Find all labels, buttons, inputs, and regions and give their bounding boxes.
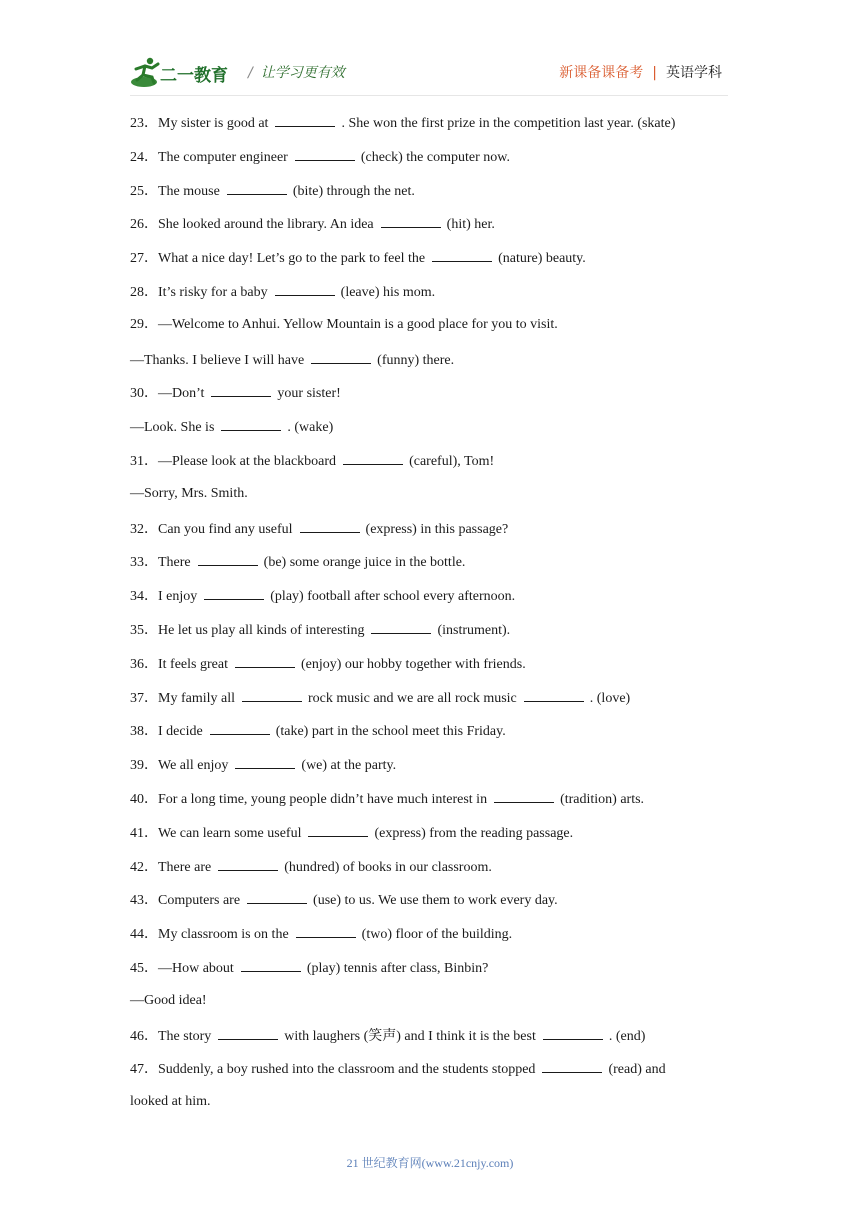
question-number: 45． — [130, 960, 158, 976]
question-text: —How about — [158, 960, 234, 976]
answer-blank[interactable] — [311, 349, 371, 364]
answer-blank[interactable] — [275, 281, 335, 296]
tagline-separator: | — [652, 65, 657, 81]
question-text: —Thanks. I believe I will have — [130, 352, 305, 368]
question-text: (nature) beauty. — [498, 251, 586, 267]
question-line — [130, 450, 730, 484]
header-divider — [130, 95, 728, 96]
question-text: The mouse — [158, 183, 220, 199]
answer-blank[interactable] — [432, 247, 492, 262]
question-text: My family all — [158, 690, 235, 706]
answer-blank[interactable] — [308, 822, 368, 837]
question-number: 37． — [130, 690, 158, 706]
question-line — [130, 991, 730, 1025]
question-line — [130, 1092, 730, 1126]
question-text: What a nice day! Let’s go to the park to feel the — [158, 251, 426, 267]
answer-blank[interactable] — [227, 180, 287, 195]
question-line — [130, 213, 730, 247]
question-text: (be) some orange juice in the bottle. — [263, 555, 466, 571]
answer-blank[interactable] — [235, 754, 295, 769]
question-text: (enjoy) our hobby together with friends. — [300, 656, 526, 672]
question-text: —Good idea! — [130, 992, 207, 1008]
question-number: 30． — [130, 386, 158, 402]
question-number: 25． — [130, 183, 158, 199]
question-line — [130, 1058, 730, 1092]
question-number: 46． — [130, 1028, 158, 1044]
page-header — [130, 52, 730, 92]
question-number: 29． — [130, 316, 158, 332]
question-line — [130, 484, 730, 518]
answer-blank[interactable] — [247, 889, 307, 904]
question-number: 23． — [130, 116, 158, 131]
question-text: with laughers (笑声) and I think it is the best — [284, 1028, 536, 1044]
question-text: The computer engineer — [158, 149, 288, 165]
question-text: There — [158, 555, 191, 571]
answer-blank[interactable] — [218, 856, 278, 871]
question-text: . (wake) — [287, 420, 334, 436]
question-text: (we) at the party. — [301, 758, 397, 774]
question-line — [130, 518, 730, 552]
question-line — [130, 1025, 730, 1059]
answer-blank[interactable] — [543, 1025, 603, 1040]
question-line — [130, 112, 730, 146]
question-list — [130, 112, 730, 1126]
question-text: (tradition) arts. — [560, 791, 645, 807]
answer-blank[interactable] — [235, 653, 295, 668]
question-number: 32． — [130, 521, 158, 537]
tagline-right: 英语学科 — [666, 65, 722, 81]
question-number: 28． — [130, 284, 158, 300]
answer-blank[interactable] — [241, 957, 301, 972]
question-line — [130, 551, 730, 585]
answer-blank[interactable] — [221, 416, 281, 431]
question-text: rock music and we are all rock music — [308, 690, 517, 706]
question-text: looked at him. — [130, 1094, 211, 1110]
question-text: We can learn some useful — [158, 825, 302, 841]
subject-tagline — [559, 62, 722, 82]
question-number: 38． — [130, 724, 158, 740]
question-text: (express) in this passage? — [365, 521, 509, 537]
question-line — [130, 146, 730, 180]
question-number: 42． — [130, 859, 158, 875]
question-text: (funny) there. — [377, 352, 455, 368]
question-number: 27． — [130, 251, 158, 267]
question-text: My sister is good at — [158, 116, 269, 131]
question-text: I enjoy — [158, 589, 198, 605]
question-number: 36． — [130, 656, 158, 672]
answer-blank[interactable] — [198, 551, 258, 566]
question-text: It’s risky for a baby — [158, 284, 268, 300]
question-text: your sister! — [277, 386, 341, 402]
question-text: . She won the first prize in the competition last year. (skate) — [341, 116, 676, 131]
question-text: Suddenly, a boy rushed into the classroom and the students stopped — [158, 1062, 536, 1078]
question-number: 40． — [130, 791, 158, 807]
page-footer: 21 世纪教育网(www.21cnjy.com) — [346, 1156, 514, 1170]
answer-blank[interactable] — [275, 112, 335, 127]
question-text: (bite) through the net. — [292, 183, 415, 199]
question-line — [130, 180, 730, 214]
question-text: (instrument). — [437, 622, 511, 638]
answer-blank[interactable] — [210, 720, 270, 735]
slogan: / 让学习更有效 — [248, 65, 345, 81]
question-number: 39． — [130, 758, 158, 774]
logo-icon — [130, 56, 242, 90]
question-text: (use) to us. We use them to work every day. — [313, 893, 558, 909]
question-number: 44． — [130, 927, 158, 943]
question-text: The story — [158, 1028, 212, 1044]
answer-blank[interactable] — [204, 585, 264, 600]
question-line — [130, 247, 730, 281]
question-number: 41． — [130, 825, 158, 841]
question-line — [130, 822, 730, 856]
question-text: We all enjoy — [158, 758, 229, 774]
question-text: She looked around the library. An idea — [158, 217, 374, 233]
slogan-text: 让学习更有效 — [260, 65, 345, 81]
answer-blank[interactable] — [211, 382, 271, 397]
question-text: For a long time, young people didn’t have much interest in — [158, 791, 488, 807]
question-line — [130, 889, 730, 923]
question-text: (read) and — [608, 1062, 666, 1078]
question-line — [130, 619, 730, 653]
question-text: —Welcome to Anhui. Yellow Mountain is a good place for you to visit. — [158, 316, 558, 332]
tagline-left: 新课备课备考 — [559, 65, 644, 81]
question-line — [130, 957, 730, 991]
answer-blank[interactable] — [542, 1058, 602, 1073]
question-number: 43． — [130, 893, 158, 909]
question-line — [130, 856, 730, 890]
logo-text: 二一教育 — [160, 66, 228, 86]
question-text: (leave) his mom. — [340, 284, 436, 300]
question-text: (play) tennis after class, Binbin? — [306, 960, 489, 976]
answer-blank[interactable] — [524, 687, 584, 702]
answer-blank[interactable] — [381, 213, 441, 228]
question-text: He let us play all kinds of interesting — [158, 622, 365, 638]
question-text: —Please look at the blackboard — [158, 453, 337, 469]
question-number: 26． — [130, 217, 158, 233]
question-number: 34． — [130, 589, 158, 605]
question-number: 35． — [130, 622, 158, 638]
question-line — [130, 923, 730, 957]
question-text: My classroom is on the — [158, 927, 289, 943]
question-line — [130, 653, 730, 687]
question-text: (hundred) of books in our classroom. — [284, 859, 492, 875]
question-text: It feels great — [158, 656, 228, 672]
question-text: . (end) — [608, 1028, 646, 1044]
question-line — [130, 788, 730, 822]
question-line — [130, 315, 730, 349]
question-text: (play) football after school every afternoon. — [270, 589, 516, 605]
answer-blank[interactable] — [296, 923, 356, 938]
question-line — [130, 687, 730, 721]
question-text: —Don’t — [158, 386, 205, 402]
question-number: 33． — [130, 555, 158, 571]
answer-blank[interactable] — [242, 687, 302, 702]
answer-blank[interactable] — [371, 619, 431, 634]
answer-blank[interactable] — [295, 146, 355, 161]
question-line — [130, 382, 730, 416]
answer-blank[interactable] — [494, 788, 554, 803]
answer-blank[interactable] — [218, 1025, 278, 1040]
question-line — [130, 416, 730, 450]
question-text: Can you find any useful — [158, 521, 293, 537]
question-text: (express) from the reading passage. — [374, 825, 574, 841]
answer-blank[interactable] — [343, 450, 403, 465]
question-line — [130, 720, 730, 754]
answer-blank[interactable] — [300, 518, 360, 533]
question-line — [130, 754, 730, 788]
question-line — [130, 349, 730, 383]
question-number: 47． — [130, 1062, 158, 1078]
question-text: Computers are — [158, 893, 241, 909]
question-number: 24． — [130, 149, 158, 165]
question-number: 31． — [130, 453, 158, 469]
question-text: —Look. She is — [130, 420, 215, 436]
question-text: —Sorry, Mrs. Smith. — [130, 485, 248, 501]
question-line — [130, 585, 730, 619]
question-text: (hit) her. — [446, 217, 495, 233]
question-text: I decide — [158, 724, 203, 740]
question-text: (two) floor of the building. — [361, 927, 513, 943]
question-text: There are — [158, 859, 212, 875]
question-line — [130, 281, 730, 315]
question-text: (careful), Tom! — [409, 453, 495, 469]
question-text: (take) part in the school meet this Friday. — [275, 724, 506, 740]
question-text: . (love) — [589, 690, 631, 706]
question-text: (check) the computer now. — [360, 149, 510, 165]
